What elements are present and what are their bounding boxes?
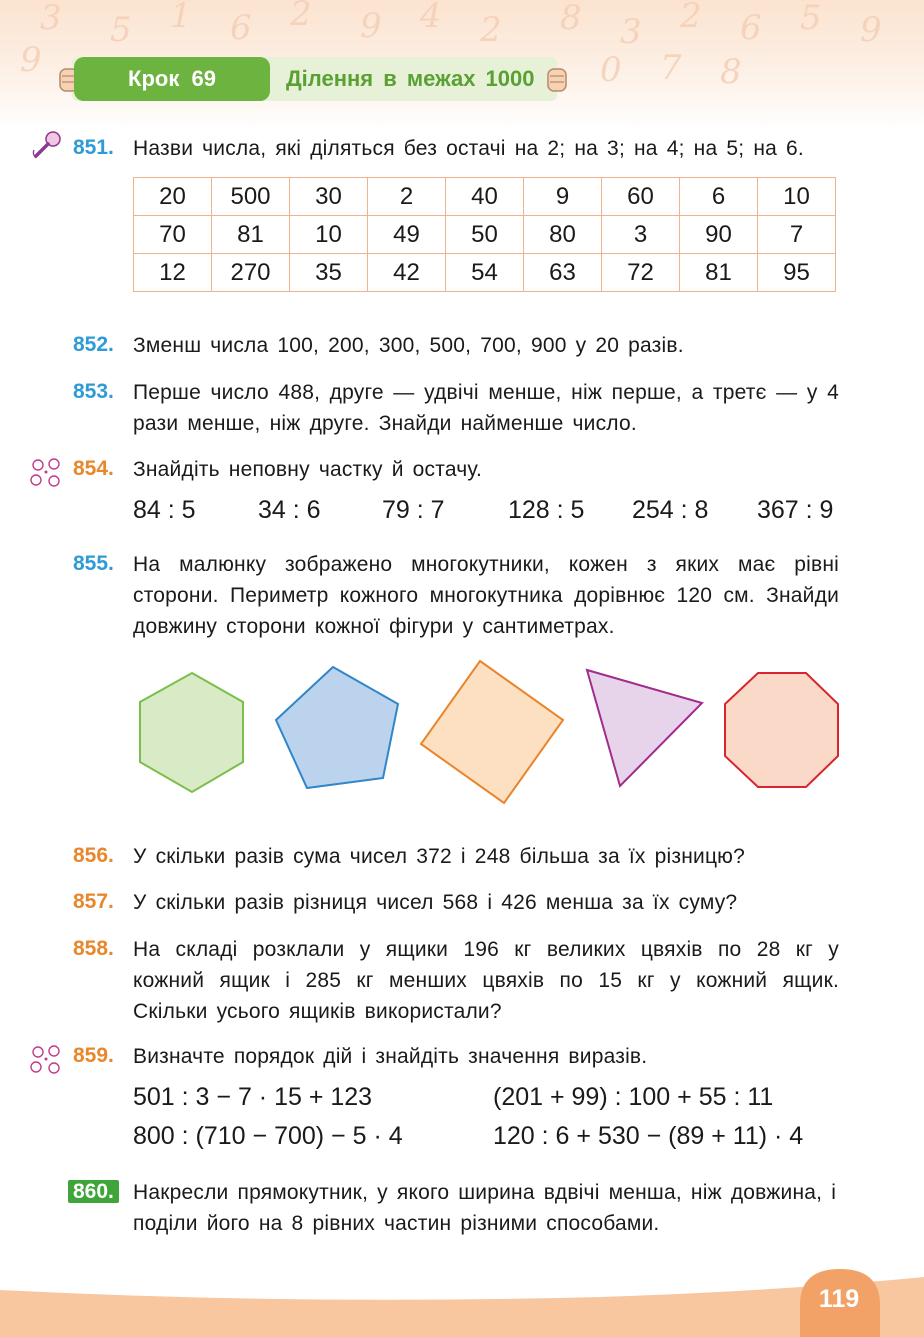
division-expression: 34 : 6 — [258, 496, 321, 524]
group-work-icon — [28, 455, 64, 489]
square-shape — [421, 661, 563, 803]
step-badge — [74, 57, 270, 101]
order-of-operations-expression: 120 : 6 + 530 − (89 + 11) · 4 — [493, 1122, 804, 1150]
exercise-text: Зменш числа 100, 200, 300, 500, 700, 900 у 20 разів. — [133, 334, 684, 357]
hexagon-shape — [140, 673, 243, 792]
table-cell: 12 — [134, 254, 212, 292]
group-work-icon — [28, 1042, 64, 1076]
exercise-number-badge — [68, 1177, 119, 1207]
table-cell: 20 — [134, 178, 212, 216]
table-cell: 90 — [680, 216, 758, 254]
exercise-text: У скільки разів різниця чисел 568 і 426 менша за їх суму? — [133, 891, 738, 914]
table-cell: 3 — [602, 216, 680, 254]
table-cell: 54 — [446, 254, 524, 292]
top-decor-band: 3 5 1 6 2 9 4 2 8 3 2 6 5 9 0 7 8 9 — [0, 0, 924, 130]
table-cell: 2 — [368, 178, 446, 216]
exercise-text: Перше число 488, друге — удвічі менше, ніж перше, а третє — у 4 рази менше, ніж друге. Знайди найменше число. — [133, 381, 839, 435]
table-cell: 270 — [212, 254, 290, 292]
table-cell: 80 — [524, 216, 602, 254]
page-number: 119 — [818, 1285, 860, 1313]
table-cell: 60 — [602, 178, 680, 216]
exercise-number: 856. — [73, 844, 114, 867]
exercise-number: 859. — [73, 1044, 114, 1067]
division-expression: 79 : 7 — [382, 496, 445, 524]
numbers-table — [133, 177, 836, 292]
exercise-number: 851. — [73, 136, 114, 159]
table-cell: 72 — [602, 254, 680, 292]
exercise-number: 858. — [73, 937, 114, 960]
exercise-number: 852. — [73, 333, 114, 356]
exercise-text: На складі розклали у ящики 196 кг великих цвяхів по 28 кг у кожний ящик і 285 кг менших цвяхів по 15 кг у кожний ящик. Скільки усього ящиків використали? — [133, 938, 839, 1023]
division-expression: 367 : 9 — [757, 496, 834, 524]
exercise-text: На малюнку зображено многокутники, кожен з яких має рівні сторони. Периметр кожного многокутника дорівнює 120 см. Знайди довжину сторони кожної фігури у сантиметрах. — [133, 553, 839, 638]
table-cell: 9 — [524, 178, 602, 216]
exercise-text: У скільки разів сума чисел 372 і 248 більша за їх різницю? — [133, 845, 745, 868]
right-hand-icon — [542, 63, 572, 97]
table-cell: 70 — [134, 216, 212, 254]
order-of-operations-expression: 501 : 3 − 7 · 15 + 123 — [133, 1083, 373, 1111]
exercise-number: 853. — [73, 380, 114, 403]
exercise-text: Визначте порядок дій і знайдіть значення виразів. — [133, 1045, 648, 1068]
exercise-text: Накресли прямокутник, у якого ширина вдвічі менша, ніж довжина, і поділи його на 8 рівних частин різними способами. — [133, 1181, 837, 1235]
exercise-number: 857. — [73, 890, 114, 913]
table-cell: 6 — [680, 178, 758, 216]
pentagon-shape — [276, 667, 398, 788]
table-cell: 35 — [290, 254, 368, 292]
table-cell: 81 — [680, 254, 758, 292]
exercise-text: Знайдіть неповну частку й остачу. — [133, 458, 483, 481]
page-footer — [0, 1255, 924, 1337]
octagon-shape — [725, 673, 838, 787]
order-of-operations-expression: (201 + 99) : 100 + 55 : 11 — [493, 1083, 774, 1111]
division-expression: 128 : 5 — [508, 496, 585, 524]
exercise-number: 855. — [73, 552, 114, 575]
exercise-number: 860. — [68, 1180, 119, 1203]
table-cell: 500 — [212, 178, 290, 216]
table-row — [134, 254, 836, 292]
order-of-operations-expression: 800 : (710 − 700) − 5 · 4 — [133, 1122, 403, 1150]
polygons-figure — [120, 650, 860, 820]
table-cell: 95 — [758, 254, 836, 292]
table-cell: 7 — [758, 216, 836, 254]
lesson-header — [58, 57, 568, 101]
microphone-icon — [30, 128, 64, 162]
table-cell: 63 — [524, 254, 602, 292]
table-cell: 42 — [368, 254, 446, 292]
table-cell: 49 — [368, 216, 446, 254]
table-row — [134, 216, 836, 254]
exercise-number: 854. — [73, 457, 114, 480]
lesson-title: Ділення в межах 1000 — [286, 66, 535, 91]
exercise-text: Назви числа, які діляться без остачі на 2; на 3; на 4; на 5; на 6. — [133, 137, 804, 160]
division-expression: 84 : 5 — [133, 496, 196, 524]
table-cell: 40 — [446, 178, 524, 216]
table-cell: 30 — [290, 178, 368, 216]
step-label: Крок — [128, 66, 180, 91]
table-row — [134, 178, 836, 216]
table-cell: 10 — [290, 216, 368, 254]
division-expression: 254 : 8 — [632, 496, 709, 524]
step-number: 69 — [191, 66, 216, 91]
table-cell: 50 — [446, 216, 524, 254]
table-cell: 81 — [212, 216, 290, 254]
footer-wave — [0, 1255, 924, 1337]
triangle-shape — [587, 670, 702, 786]
table-cell: 10 — [758, 178, 836, 216]
